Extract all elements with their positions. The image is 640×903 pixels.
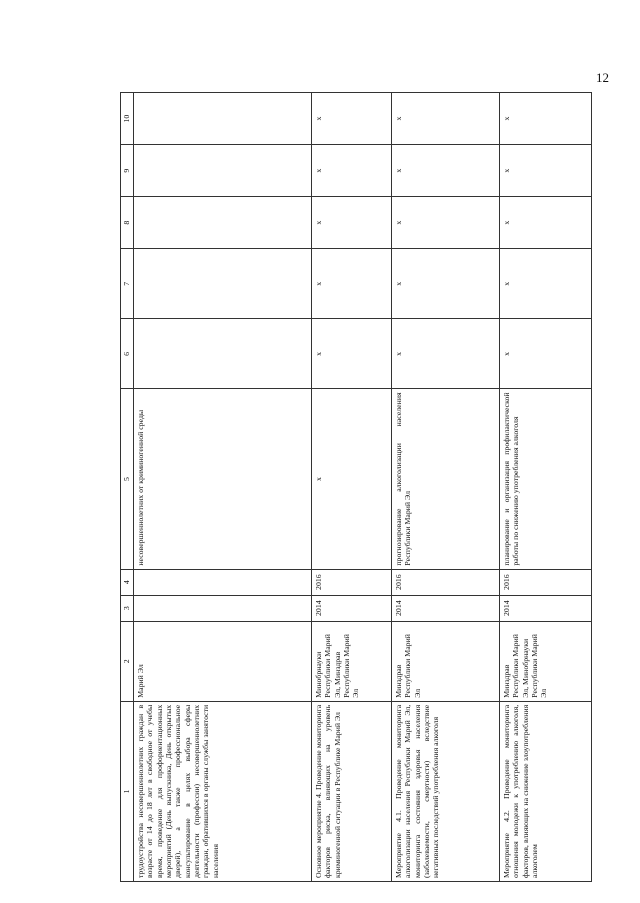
header-cell: 2: [121, 621, 134, 701]
header-cell: 6: [121, 319, 134, 389]
table-row: [392, 93, 500, 882]
col6-cell: x: [312, 319, 392, 389]
col7-cell: x: [500, 249, 592, 319]
executor-cell: Минздрав Республики Марий Эл: [392, 621, 500, 701]
header-row: [121, 93, 134, 882]
col6-cell: x: [392, 319, 500, 389]
result-cell: x: [312, 389, 392, 569]
col10-cell: x: [500, 93, 592, 145]
executor-cell: Минздрав Республики Марий Эл, Минобрнауки Республики Марий Эл: [500, 621, 592, 701]
result-cell: прогнозирование алкоголизации населения Республики Марий Эл: [392, 389, 500, 569]
rotated-table-container: [120, 92, 590, 882]
header-cell: 1: [121, 701, 134, 881]
col8-cell: [134, 197, 312, 249]
header-cell: 8: [121, 197, 134, 249]
col9-cell: x: [392, 145, 500, 197]
header-cell: 4: [121, 569, 134, 595]
end-year-cell: [134, 569, 312, 595]
start-year-cell: [134, 595, 312, 621]
table-row: [134, 93, 312, 882]
result-cell: несовершеннолетних от криминогенной среды: [134, 389, 312, 569]
executor-cell: Минобрнауки Республики Марий Эл, Минздрав Республики Марий Эл: [312, 621, 392, 701]
header-cell: 3: [121, 595, 134, 621]
col6-cell: [134, 319, 312, 389]
measure-cell: Мероприятие 4.2. Проведение мониторинга отношения молодежи к употреблению алкоголя, факторов, влияющих на снижение злоупотребления алкоголем: [500, 701, 592, 881]
col8-cell: x: [312, 197, 392, 249]
header-cell: 5: [121, 389, 134, 569]
col9-cell: x: [312, 145, 392, 197]
start-year-cell: 2014: [392, 595, 500, 621]
col10-cell: x: [392, 93, 500, 145]
table-row: [312, 93, 392, 882]
header-cell: 10: [121, 93, 134, 145]
result-cell: планирование и организация профилактической работы по снижению употребления алкоголя: [500, 389, 592, 569]
col7-cell: x: [312, 249, 392, 319]
end-year-cell: 2016: [312, 569, 392, 595]
measure-cell: Основное мероприятие 4. Проведение мониторинга факторов риска, влияющих на уровень криминогенной ситуации в Республике Марий Эл: [312, 701, 392, 881]
col10-cell: [134, 93, 312, 145]
header-cell: 7: [121, 249, 134, 319]
end-year-cell: 2016: [500, 569, 592, 595]
start-year-cell: 2014: [500, 595, 592, 621]
executor-cell: Марий Эл: [134, 621, 312, 701]
measure-cell: трудоустройства несовершеннолетних граждан в возрасте от 14 до 18 лет в свободное от учебы время, проведение для профориентационных мероприятий (День выпускника, День открытых дверей), а также профессиональное консультирование в целях выбора сферы деятельности (профессии) несовершеннолетних граждан, обратившихся в органы службы занятости населения: [134, 701, 312, 881]
col9-cell: x: [500, 145, 592, 197]
measure-cell: Мероприятие 4.1. Проведение мониторинга алкоголизации населения Республики Марий Эл, мониторинга состояния здоровья населения (заболеваемости, смертности) вследствие негативных последствий употребления алкоголя: [392, 701, 500, 881]
col10-cell: x: [312, 93, 392, 145]
col7-cell: x: [392, 249, 500, 319]
table-row: [500, 93, 592, 882]
col8-cell: x: [392, 197, 500, 249]
page-number: 12: [596, 70, 609, 85]
col8-cell: x: [500, 197, 592, 249]
col6-cell: x: [500, 319, 592, 389]
col7-cell: [134, 249, 312, 319]
measures-table: [120, 92, 592, 882]
start-year-cell: 2014: [312, 595, 392, 621]
header-cell: 9: [121, 145, 134, 197]
end-year-cell: 2016: [392, 569, 500, 595]
col9-cell: [134, 145, 312, 197]
